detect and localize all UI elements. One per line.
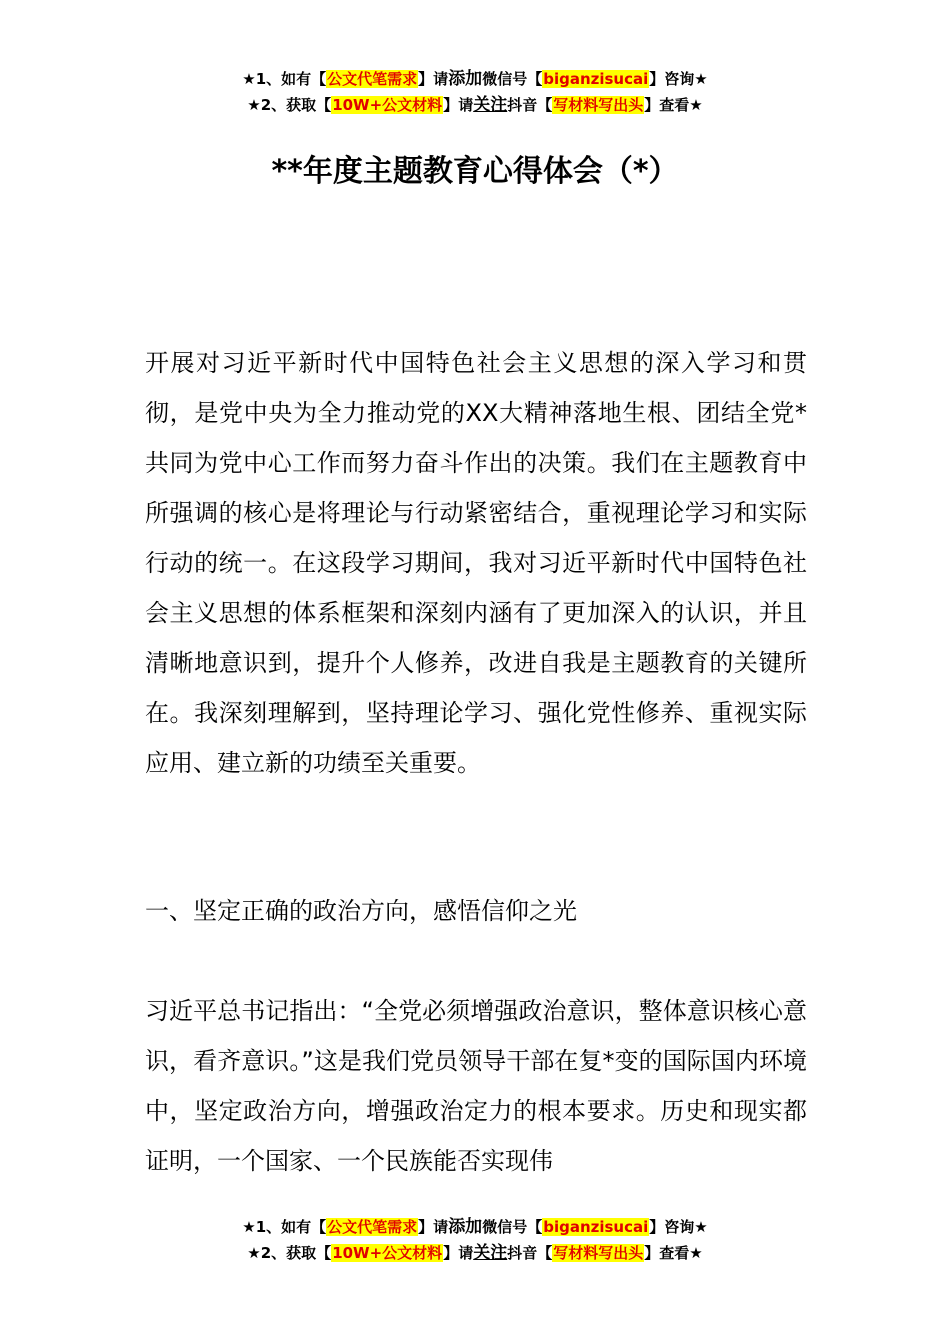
body-section-1 <box>145 338 807 788</box>
highlight-materials: 10W+公文材料 <box>332 96 443 114</box>
banner-line-2: ★2、获取【10W+公文材料】请关注抖音【写材料写出头】查看★ <box>247 95 703 115</box>
banner-line-1: ★1、如有【公文代笔需求】请添加微信号【biganzisucai】咨询★ <box>242 69 708 89</box>
star-icon: ★ <box>694 70 708 88</box>
paragraph-2: 习近平总书记指出：“全党必须增强政治意识，整体意识核心意识，看齐意识。”这是我们党员领导干部在复*变的国际国内环境中，坚定政治方向，增强政治定力的根本要求。历史和现实都证明，一个国家、一个民族能否实现伟 <box>145 997 807 1175</box>
highlight-service: 公文代笔需求 <box>327 1218 418 1236</box>
star-icon: ★ <box>242 1218 256 1236</box>
star-icon: ★ <box>689 96 703 114</box>
star-icon: ★ <box>247 96 261 114</box>
star-icon: ★ <box>694 1218 708 1236</box>
section-heading-1 <box>145 886 807 936</box>
paragraph-1: 开展对习近平新时代中国特色社会主义思想的深入学习和贯彻，是党中央为全力推动党的XX大精神落地生根、团结全党*共同为党中心工作而努力奋斗作出的决策。我们在主题教育中所强调的核心是将理论与行动紧密结合，重视理论学习和实际行动的统一。在这段学习期间，我对习近平新时代中国特色社会主义思想的体系框架和深刻内涵有了更加深入的认识，并且清晰地意识到，提升个人修养，改进自我是主题教育的关键所在。我深刻理解到，坚持理论学习、强化党性修养、重视实际应用、建立新的功绩至关重要。 <box>145 349 807 777</box>
highlight-douyin-account: 写材料写出头 <box>553 96 644 114</box>
star-icon: ★ <box>247 1244 261 1262</box>
top-banner <box>0 66 950 118</box>
body-section-2 <box>145 986 807 1186</box>
heading-text: 一、坚定正确的政治方向，感悟信仰之光 <box>145 897 577 925</box>
banner-line-1: ★1、如有【公文代笔需求】请添加微信号【biganzisucai】咨询★ <box>242 1217 708 1237</box>
highlight-materials: 10W+公文材料 <box>332 1244 443 1262</box>
highlight-wechat-id: biganzisucai <box>543 70 649 88</box>
star-icon: ★ <box>689 1244 703 1262</box>
highlight-wechat-id: biganzisucai <box>543 1218 649 1236</box>
bottom-banner <box>0 1214 950 1266</box>
highlight-service: 公文代笔需求 <box>327 70 418 88</box>
banner-line-2: ★2、获取【10W+公文材料】请关注抖音【写材料写出头】查看★ <box>247 1243 703 1263</box>
document-title: **年度主题教育心得体会（*） <box>271 154 679 189</box>
star-icon: ★ <box>242 70 256 88</box>
highlight-douyin-account: 写材料写出头 <box>553 1244 644 1262</box>
